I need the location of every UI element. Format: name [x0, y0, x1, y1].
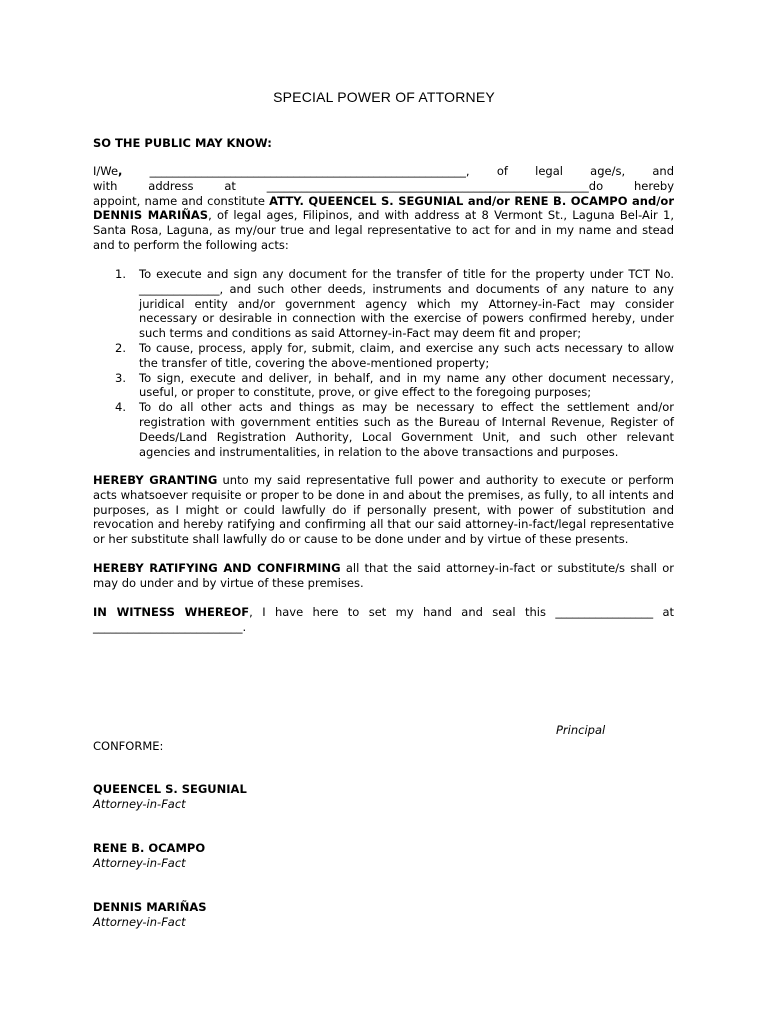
intro-appointment [93, 194, 674, 253]
act-number: 4. [115, 400, 126, 415]
section-heading: SO THE PUBLIC MAY KNOW: [93, 136, 272, 150]
ratifying-text [93, 561, 674, 591]
intro-paragraph [93, 164, 674, 253]
name-blank: _______________________________________________________ [149, 164, 466, 178]
act-item [93, 400, 674, 459]
place-blank: __________________________ [93, 619, 243, 634]
act-item [93, 371, 674, 401]
act-number: 3. [115, 370, 126, 385]
attorneys-names: ATTY. QUEENCEL S. SEGUNIAL and/or RENE B. OCAMPO and/or DENNIS MARIÑAS [93, 193, 674, 223]
act-number: 2. [115, 340, 126, 355]
intro-line1-end: , of legal age/s, and [465, 164, 675, 178]
signatory-name: DENNIS MARIÑAS [93, 900, 207, 914]
witness-end: . [242, 619, 247, 634]
intro-rest-text: , of legal ages, Filipinos, and with address at 8 Vermont St., Laguna Bel-Air 1, Santa Rosa, Laguna, as my/our true and legal representative to act for and in my name and stead and to perform the following acts: [93, 208, 674, 252]
address-blank: ________________________________________________________ [266, 178, 589, 193]
signatory-role: Attorney-in-Fact [93, 914, 186, 929]
witness-paragraph [93, 605, 674, 635]
granting-paragraph [93, 473, 674, 547]
intro-line2-end: do hereby [588, 178, 674, 193]
intro-line-1 [93, 164, 674, 179]
granting-bold: HEREBY GRANTING [93, 473, 218, 487]
signatory-block [93, 841, 205, 871]
ratifying-bold: HEREBY RATIFYING AND CONFIRMING [93, 561, 341, 575]
witness-line-1 [93, 605, 674, 620]
signatory-name: RENE B. OCAMPO [93, 841, 206, 855]
act-item [93, 341, 674, 371]
act-text: To do all other acts and things as may be necessary to effect the settlement and/or registration with government entities such as the Bureau of Internal Revenue, Register of Deeds/Land Registration Authority, Local Government Unit, and such other relevant agencies and instrumentalities, in relation to the above transactions and purposes. [139, 400, 674, 459]
signatory-block [93, 782, 247, 812]
acts-list [93, 267, 674, 459]
granting-text [93, 473, 674, 547]
witness-at: at [662, 605, 675, 619]
witness-bold: IN WITNESS WHEREOF [93, 605, 250, 619]
act-number: 1. [115, 267, 126, 281]
signatory-name: QUEENCEL S. SEGUNIAL [93, 782, 247, 796]
act-text: To execute and sign any document for the transfer of title for the property under TCT No. [139, 267, 674, 281]
ratifying-body: all that the said attorney-in-fact or substitute/s shall or may do under and by virtue of these premises. [93, 561, 674, 590]
ratifying-paragraph [93, 561, 674, 591]
signatory-role: Attorney-in-Fact [93, 796, 186, 811]
intro-prefix: I/We [93, 164, 119, 178]
intro-address-label: with address at [93, 178, 236, 193]
granting-body: unto my said representative full power and authority to execute or perform acts whatsoever requisite or proper to be done in and about the premises, as fully, to all intents and purposes, as I might or could lawfully do if personally present, with power of substitution and revocation and hereby ratifying and confirming all that our said attorney-in-fact/legal representative or her substitute shall lawfully do or cause to be done under and by virtue of these presents. [93, 473, 674, 547]
date-blank: _________________ [555, 605, 654, 619]
witness-body: , I have here to set my hand and seal this [249, 605, 546, 619]
intro-comma: , [118, 164, 123, 178]
witness-line-2 [93, 620, 674, 635]
conforme-label: CONFORME: [93, 739, 164, 753]
act-item [93, 267, 674, 341]
intro-appoint-text: appoint, name and constitute [93, 193, 265, 208]
intro-line-2 [93, 179, 674, 194]
principal-label: Principal [556, 723, 606, 737]
signatory-block [93, 900, 207, 930]
tct-blank: ______________ [139, 281, 220, 296]
act-text: To cause, process, apply for, submit, claim, and exercise any such acts necessary to allow the transfer of title, covering the above-mentioned property; [139, 340, 674, 370]
act-text: To sign, execute and deliver, in behalf, and in my name any other document necessary, useful, or proper to constitute, prove, or give effect to the foregoing purposes; [139, 370, 674, 400]
document-title: SPECIAL POWER OF ATTORNEY [273, 89, 495, 105]
signatory-role: Attorney-in-Fact [93, 855, 186, 870]
act-text-continued: , and such other deeds, instruments and documents of any nature to any juridical entity and/or government agency which my Attorney-in-Fact may consider necessary or desirable in connection with the exercise of powers confirmed hereby, under such terms and conditions as said Attorney-in-Fact may deem fit and proper; [139, 281, 674, 341]
